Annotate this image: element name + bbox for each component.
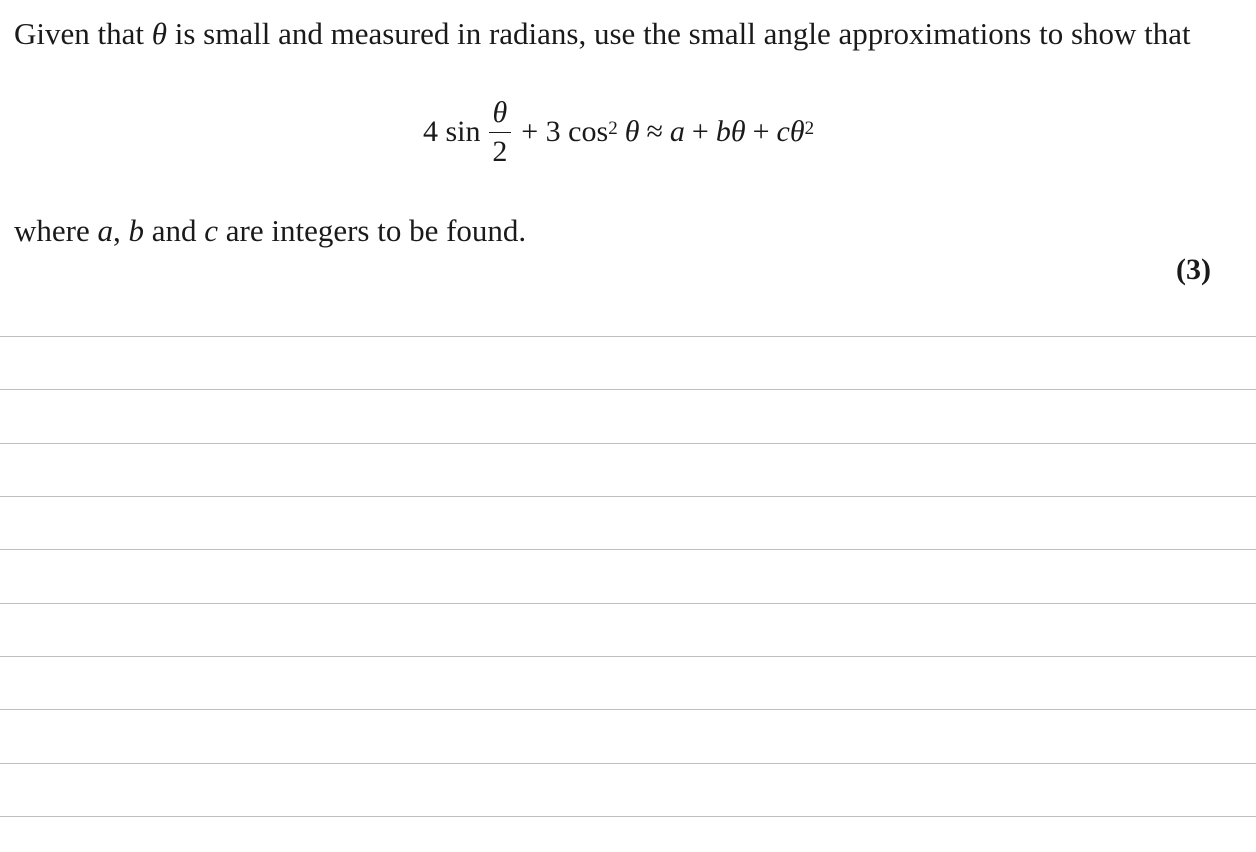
var-c: c: [204, 213, 219, 248]
eq-cos-term: + 3 cos: [521, 115, 609, 148]
answer-line: [0, 336, 1256, 337]
eq-fraction-numerator: θ: [489, 98, 512, 133]
var-b: b: [128, 213, 144, 248]
where-comma: ,: [112, 213, 129, 248]
eq-fraction-denominator: 2: [492, 134, 508, 168]
marks-label: (3): [1176, 253, 1211, 286]
answer-line: [0, 709, 1256, 710]
answer-line: [0, 763, 1256, 764]
answer-line: [0, 816, 1256, 817]
eq-a: a: [669, 115, 685, 148]
answer-line: [0, 443, 1256, 444]
eq-cos-theta: θ: [624, 115, 640, 148]
theta-symbol: θ: [151, 16, 167, 51]
where-and: and: [143, 213, 205, 248]
eq-sin-term: 4 sin: [423, 115, 481, 148]
eq-fraction: [489, 95, 512, 168]
approximation-equation: [423, 92, 814, 172]
intro-text-end: is small and measured in radians, use the small angle approximations to show that: [166, 16, 1191, 51]
question-where-clause: [14, 211, 526, 251]
intro-text-start: Given that: [14, 16, 152, 51]
answer-line: [0, 389, 1256, 390]
eq-cos-power: 2: [608, 118, 618, 139]
eq-c-power: 2: [804, 118, 815, 139]
where-text-start: where: [14, 213, 98, 248]
where-text-end: are integers to be found.: [218, 213, 527, 248]
eq-plus-1: +: [691, 115, 709, 148]
eq-c-theta: cθ: [776, 115, 805, 148]
var-a: a: [97, 213, 113, 248]
eq-approx-symbol: ≈: [646, 115, 663, 148]
question-intro: [14, 14, 1191, 54]
answer-line: [0, 496, 1256, 497]
answer-line: [0, 656, 1256, 657]
answer-line: [0, 549, 1256, 550]
answer-line: [0, 603, 1256, 604]
eq-plus-2: +: [752, 115, 770, 148]
eq-b-theta: bθ: [715, 115, 746, 148]
